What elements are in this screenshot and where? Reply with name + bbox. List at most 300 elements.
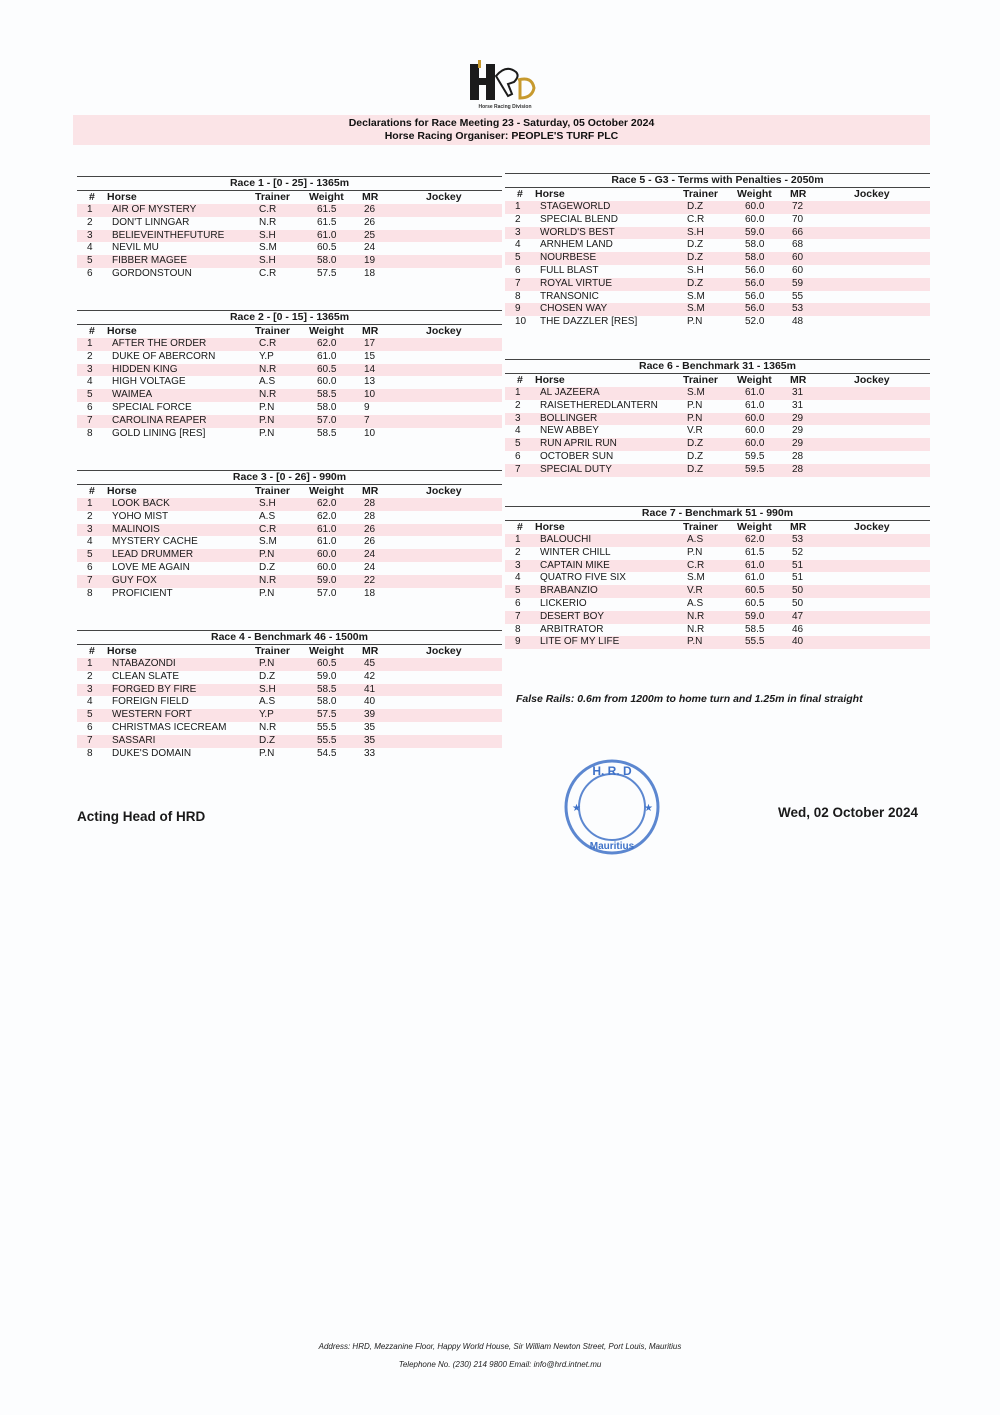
column-header-weight: Weight	[737, 374, 772, 386]
cell-mr: 48	[792, 316, 804, 328]
race-table	[505, 359, 930, 477]
cell-num: 6	[515, 450, 521, 462]
table-row	[505, 425, 930, 438]
cell-horse: FULL BLAST	[540, 264, 599, 276]
cell-horse: WESTERN FORT	[112, 709, 192, 721]
cell-trainer: S.M	[687, 572, 705, 584]
cell-mr: 60	[792, 264, 804, 276]
footer-address: Address: HRD, Mezzanine Floor, Happy World House, Sir William Newton Street, Port Louis, Mauritius	[318, 1342, 682, 1351]
column-header-num: #	[89, 645, 95, 657]
cell-num: 7	[87, 414, 93, 426]
cell-trainer: Y.P	[259, 709, 274, 721]
column-header-trainer: Trainer	[683, 521, 719, 533]
cell-mr: 33	[364, 747, 376, 759]
cell-num: 5	[87, 549, 93, 561]
table-row	[505, 291, 930, 304]
cell-horse: MALINOIS	[112, 523, 160, 535]
column-header-horse: Horse	[107, 325, 137, 337]
cell-num: 2	[515, 399, 521, 411]
cell-horse: DUKE OF ABERCORN	[112, 350, 216, 362]
table-row	[77, 722, 502, 735]
table-row	[77, 389, 502, 402]
cell-trainer: V.R	[687, 425, 703, 437]
cell-mr: 29	[792, 425, 804, 437]
cell-mr: 68	[792, 239, 804, 251]
cell-trainer: P.N	[687, 316, 703, 328]
cell-mr: 39	[364, 709, 376, 721]
cell-horse: NTABAZONDI	[112, 658, 176, 669]
cell-trainer: P.N	[259, 414, 275, 426]
table-row	[77, 338, 502, 351]
cell-mr: 66	[792, 226, 804, 238]
cell-num: 4	[515, 425, 521, 437]
table-row	[505, 303, 930, 316]
cell-trainer: P.N	[259, 401, 275, 413]
column-header-jockey: Jockey	[854, 521, 890, 533]
cell-horse: SPECIAL DUTY	[540, 463, 612, 475]
cell-horse: RUN APRIL RUN	[540, 438, 617, 450]
cell-trainer: A.S	[687, 534, 704, 545]
cell-num: 6	[87, 401, 93, 413]
cell-num: 3	[87, 363, 93, 375]
cell-horse: BELIEVEINTHEFUTURE	[112, 229, 225, 241]
cell-num: 3	[87, 523, 93, 535]
table-row	[505, 413, 930, 426]
cell-horse: WAIMEA	[112, 389, 153, 401]
cell-trainer: A.S	[259, 510, 276, 522]
table-row	[505, 560, 930, 573]
race-title	[505, 506, 930, 521]
cell-weight: 59.0	[317, 574, 337, 586]
cell-mr: 29	[792, 412, 804, 424]
meeting-title: Declarations for Race Meeting 23 - Saturday, 05 October 2024	[348, 117, 655, 129]
cell-horse: CHOSEN WAY	[540, 303, 608, 315]
logo-caption: Horse Racing Division	[478, 104, 532, 110]
cell-mr: 17	[364, 338, 376, 349]
cell-trainer: P.N	[259, 427, 275, 439]
cell-trainer: N.R	[259, 721, 277, 733]
table-row	[77, 268, 502, 281]
cell-mr: 72	[792, 201, 804, 212]
cell-trainer: D.Z	[259, 670, 276, 682]
cell-num: 2	[87, 216, 93, 228]
cell-num: 2	[87, 670, 93, 682]
cell-num: 1	[515, 201, 521, 212]
column-header-row	[77, 325, 502, 338]
cell-weight: 59.5	[745, 450, 765, 462]
table-row	[505, 278, 930, 291]
cell-mr: 60	[792, 252, 804, 264]
cell-mr: 45	[364, 658, 376, 669]
cell-trainer: P.N	[687, 412, 703, 424]
cell-num: 4	[87, 242, 93, 254]
column-header-mr: MR	[362, 191, 379, 203]
cell-mr: 24	[364, 561, 376, 573]
cell-mr: 31	[792, 399, 804, 411]
cell-mr: 35	[364, 721, 376, 733]
cell-trainer: S.H	[687, 264, 704, 276]
cell-num: 8	[87, 427, 93, 439]
cell-trainer: S.M	[259, 242, 277, 254]
cell-mr: 42	[364, 670, 376, 682]
cell-horse: CAPTAIN MIKE	[540, 559, 610, 571]
cell-mr: 35	[364, 734, 376, 746]
cell-horse: BALOUCHI	[540, 534, 592, 545]
column-header-jockey: Jockey	[426, 645, 462, 657]
column-header-row	[505, 374, 930, 387]
cell-mr: 70	[792, 213, 804, 225]
false-rails-note: False Rails: 0.6m from 1200m to home turn and 1.25m in final straight	[516, 693, 863, 705]
cell-trainer: A.S	[687, 597, 704, 609]
cell-num: 4	[87, 376, 93, 388]
column-header-jockey: Jockey	[854, 374, 890, 386]
cell-num: 2	[515, 213, 521, 225]
cell-mr: 47	[792, 610, 804, 622]
column-header-num: #	[89, 191, 95, 203]
table-row	[505, 316, 930, 329]
column-header-trainer: Trainer	[255, 325, 291, 337]
cell-num: 7	[87, 574, 93, 586]
cell-trainer: S.H	[259, 229, 276, 241]
cell-trainer: C.R	[259, 338, 277, 349]
cell-horse: QUATRO FIVE SIX	[540, 572, 626, 584]
cell-horse: DUKE'S DOMAIN	[112, 747, 192, 759]
cell-weight: 60.0	[317, 561, 337, 573]
cell-weight: 57.0	[317, 587, 337, 599]
cell-horse: YOHO MIST	[112, 510, 169, 522]
cell-horse: HIGH VOLTAGE	[112, 376, 186, 388]
cell-num: 7	[87, 734, 93, 746]
cell-mr: 26	[364, 523, 376, 535]
cell-weight: 61.0	[317, 523, 337, 535]
svg-text:★: ★	[572, 803, 581, 814]
cell-mr: 29	[792, 438, 804, 450]
table-row	[77, 255, 502, 268]
race-table	[77, 310, 502, 440]
table-row	[77, 376, 502, 389]
table-row	[77, 511, 502, 524]
cell-weight: 54.5	[317, 747, 337, 759]
column-header-weight: Weight	[309, 325, 344, 337]
cell-horse: CLEAN SLATE	[112, 670, 180, 682]
cell-weight: 60.0	[317, 376, 337, 388]
column-header-horse: Horse	[107, 191, 137, 203]
table-row	[505, 451, 930, 464]
table-row	[77, 217, 502, 230]
cell-weight: 62.0	[745, 534, 765, 545]
column-header-jockey: Jockey	[426, 191, 462, 203]
footer-contact: Telephone No. (230) 214 9800 Email: info@hrd.intnet.mu	[398, 1360, 602, 1369]
cell-trainer: P.N	[259, 587, 275, 599]
cell-mr: 31	[792, 387, 804, 398]
horse-logo-icon	[460, 58, 550, 104]
column-header-trainer: Trainer	[255, 645, 291, 657]
table-row	[77, 748, 502, 761]
cell-weight: 57.5	[317, 709, 337, 721]
cell-horse: CAROLINA REAPER	[112, 414, 207, 426]
cell-weight: 60.0	[317, 549, 337, 561]
table-row	[505, 265, 930, 278]
cell-mr: 28	[364, 498, 376, 509]
cell-horse: TRANSONIC	[540, 290, 599, 302]
cell-trainer: N.R	[259, 389, 277, 401]
cell-horse: HIDDEN KING	[112, 363, 178, 375]
table-row	[505, 572, 930, 585]
cell-trainer: V.R	[687, 585, 703, 597]
cell-mr: 53	[792, 303, 804, 315]
table-row	[505, 387, 930, 400]
race-title	[505, 173, 930, 188]
column-header-mr: MR	[362, 485, 379, 497]
cell-horse: THE DAZZLER [RES]	[540, 316, 638, 328]
table-row	[505, 464, 930, 477]
cell-trainer: P.N	[687, 399, 703, 411]
cell-weight: 60.5	[317, 242, 337, 254]
cell-mr: 10	[364, 427, 376, 439]
cell-weight: 55.5	[745, 636, 765, 648]
race-title	[505, 359, 930, 374]
cell-horse: ROYAL VIRTUE	[540, 277, 613, 289]
cell-trainer: D.Z	[259, 734, 276, 746]
cell-mr: 51	[792, 572, 804, 584]
cell-num: 9	[515, 303, 521, 315]
cell-horse: LOOK BACK	[112, 498, 170, 509]
cell-trainer: D.Z	[687, 277, 704, 289]
cell-mr: 28	[364, 510, 376, 522]
cell-num: 10	[515, 316, 527, 328]
race-title-text: Race 4 - Benchmark 46 - 1500m	[210, 631, 368, 643]
cell-weight: 55.5	[317, 734, 337, 746]
race-title-text: Race 1 - [0 - 25] - 1365m	[229, 177, 350, 189]
svg-text:★: ★	[644, 803, 653, 814]
cell-num: 9	[515, 636, 521, 648]
column-header-jockey: Jockey	[426, 325, 462, 337]
cell-trainer: S.M	[259, 536, 277, 548]
cell-mr: 26	[364, 536, 376, 548]
cell-trainer: N.R	[259, 216, 277, 228]
cell-weight: 60.5	[317, 363, 337, 375]
svg-text:H. R. D: H. R. D	[592, 764, 632, 778]
race-title-text: Race 5 - G3 - Terms with Penalties - 2050m	[611, 174, 824, 186]
cell-trainer: P.N	[687, 546, 703, 558]
cell-mr: 40	[792, 636, 804, 648]
table-row	[77, 242, 502, 255]
cell-weight: 62.0	[317, 510, 337, 522]
cell-num: 3	[515, 226, 521, 238]
cell-weight: 58.5	[745, 623, 765, 635]
cell-weight: 61.0	[745, 387, 765, 398]
cell-weight: 59.0	[745, 226, 765, 238]
cell-num: 5	[87, 255, 93, 267]
column-header-mr: MR	[362, 645, 379, 657]
column-header-row	[77, 191, 502, 204]
cell-num: 3	[515, 412, 521, 424]
cell-weight: 61.0	[745, 572, 765, 584]
cell-num: 1	[87, 658, 93, 669]
table-row	[505, 585, 930, 598]
cell-horse: LEAD DRUMMER	[112, 549, 194, 561]
table-row	[77, 658, 502, 671]
cell-mr: 26	[364, 204, 376, 215]
table-row	[505, 400, 930, 413]
table-row	[505, 598, 930, 611]
cell-num: 4	[87, 536, 93, 548]
cell-horse: NEVIL MU	[112, 242, 159, 254]
cell-trainer: N.R	[259, 363, 277, 375]
column-header-num: #	[517, 374, 523, 386]
cell-weight: 59.5	[745, 463, 765, 475]
cell-trainer: P.N	[259, 549, 275, 561]
table-row	[77, 588, 502, 601]
cell-trainer: S.M	[687, 303, 705, 315]
cell-num: 5	[515, 438, 521, 450]
signatory-title: Acting Head of HRD	[77, 809, 206, 824]
cell-mr: 7	[364, 414, 370, 426]
column-header-trainer: Trainer	[683, 188, 719, 200]
table-row	[505, 636, 930, 649]
cell-horse: DON'T LINNGAR	[112, 216, 190, 228]
cell-num: 8	[515, 623, 521, 635]
table-row	[505, 534, 930, 547]
cell-horse: FORGED BY FIRE	[112, 683, 197, 695]
cell-weight: 58.5	[317, 389, 337, 401]
cell-mr: 55	[792, 290, 804, 302]
table-row	[77, 549, 502, 562]
organiser-title: Horse Racing Organiser: PEOPLE'S TURF PLC	[384, 130, 619, 142]
cell-horse: GOLD LINING [RES]	[112, 427, 206, 439]
cell-horse: GUY FOX	[112, 574, 157, 586]
cell-weight: 57.5	[317, 267, 337, 279]
race-title	[77, 630, 502, 645]
cell-trainer: P.N	[259, 747, 275, 759]
cell-num: 5	[515, 252, 521, 264]
cell-trainer: D.Z	[259, 561, 276, 573]
column-header-jockey: Jockey	[854, 188, 890, 200]
cell-trainer: N.R	[259, 574, 277, 586]
cell-weight: 61.5	[317, 204, 337, 215]
race-title-text: Race 3 - [0 - 26] - 990m	[232, 471, 347, 483]
race-table	[77, 470, 502, 600]
cell-weight: 56.0	[745, 264, 765, 276]
cell-horse: RAISETHEREDLANTERN	[540, 399, 658, 411]
cell-weight: 59.0	[745, 610, 765, 622]
column-header-trainer: Trainer	[255, 485, 291, 497]
cell-weight: 56.0	[745, 303, 765, 315]
cell-trainer: N.R	[687, 610, 705, 622]
table-row	[77, 524, 502, 537]
race-title-text: Race 2 - [0 - 15] - 1365m	[229, 311, 350, 323]
cell-mr: 28	[792, 463, 804, 475]
cell-mr: 26	[364, 216, 376, 228]
cell-weight: 58.5	[317, 427, 337, 439]
column-header-weight: Weight	[737, 188, 772, 200]
race-table	[77, 630, 502, 760]
cell-num: 2	[87, 510, 93, 522]
hrd-stamp	[562, 757, 662, 857]
cell-trainer: C.R	[687, 213, 705, 225]
cell-weight: 55.5	[317, 721, 337, 733]
table-row	[77, 428, 502, 441]
cell-horse: ARNHEM LAND	[540, 239, 613, 251]
cell-mr: 18	[364, 267, 376, 279]
column-header-horse: Horse	[107, 645, 137, 657]
cell-weight: 58.0	[317, 401, 337, 413]
cell-horse: ARBITRATOR	[540, 623, 604, 635]
column-header-mr: MR	[362, 325, 379, 337]
cell-weight: 61.0	[745, 399, 765, 411]
cell-num: 6	[515, 597, 521, 609]
cell-trainer: D.Z	[687, 463, 704, 475]
cell-horse: SPECIAL FORCE	[112, 401, 192, 413]
column-header-num: #	[89, 485, 95, 497]
cell-num: 3	[87, 683, 93, 695]
cell-horse: NOURBESE	[540, 252, 597, 264]
column-header-trainer: Trainer	[255, 191, 291, 203]
cell-horse: AFTER THE ORDER	[112, 338, 207, 349]
cell-horse: OCTOBER SUN	[540, 450, 614, 462]
cell-weight: 61.0	[317, 229, 337, 241]
cell-trainer: D.Z	[687, 239, 704, 251]
cell-weight: 62.0	[317, 498, 337, 509]
column-header-weight: Weight	[309, 645, 344, 657]
svg-text:Mauritius: Mauritius	[589, 841, 635, 852]
cell-mr: 50	[792, 585, 804, 597]
cell-mr: 15	[364, 350, 376, 362]
cell-weight: 58.5	[317, 683, 337, 695]
cell-num: 5	[515, 585, 521, 597]
cell-mr: 9	[364, 401, 370, 413]
column-header-horse: Horse	[535, 521, 565, 533]
cell-weight: 60.0	[745, 438, 765, 450]
cell-weight: 60.0	[745, 201, 765, 212]
cell-trainer: S.H	[259, 255, 276, 267]
column-header-trainer: Trainer	[683, 374, 719, 386]
table-row	[77, 562, 502, 575]
document-date: Wed, 02 October 2024	[778, 805, 919, 820]
column-header-num: #	[89, 325, 95, 337]
cell-weight: 61.0	[745, 559, 765, 571]
cell-weight: 56.0	[745, 277, 765, 289]
cell-mr: 52	[792, 546, 804, 558]
cell-trainer: S.H	[259, 498, 276, 509]
cell-mr: 18	[364, 587, 376, 599]
cell-weight: 62.0	[317, 338, 337, 349]
hrd-logo	[460, 58, 550, 114]
cell-trainer: A.S	[259, 696, 276, 708]
cell-weight: 61.5	[745, 546, 765, 558]
column-header-horse: Horse	[535, 374, 565, 386]
cell-num: 8	[87, 747, 93, 759]
cell-weight: 57.0	[317, 414, 337, 426]
cell-num: 2	[515, 546, 521, 558]
cell-trainer: D.Z	[687, 201, 704, 212]
column-header-horse: Horse	[535, 188, 565, 200]
cell-trainer: C.R	[259, 204, 277, 215]
table-row	[77, 575, 502, 588]
cell-weight: 58.0	[745, 239, 765, 251]
table-row	[505, 201, 930, 214]
cell-mr: 51	[792, 559, 804, 571]
race-table	[77, 176, 502, 281]
column-header-weight: Weight	[309, 485, 344, 497]
cell-num: 1	[87, 338, 93, 349]
cell-trainer: P.N	[259, 658, 275, 669]
cell-weight: 61.0	[317, 536, 337, 548]
cell-trainer: D.Z	[687, 438, 704, 450]
table-row	[77, 351, 502, 364]
table-row	[505, 239, 930, 252]
cell-trainer: A.S	[259, 376, 276, 388]
